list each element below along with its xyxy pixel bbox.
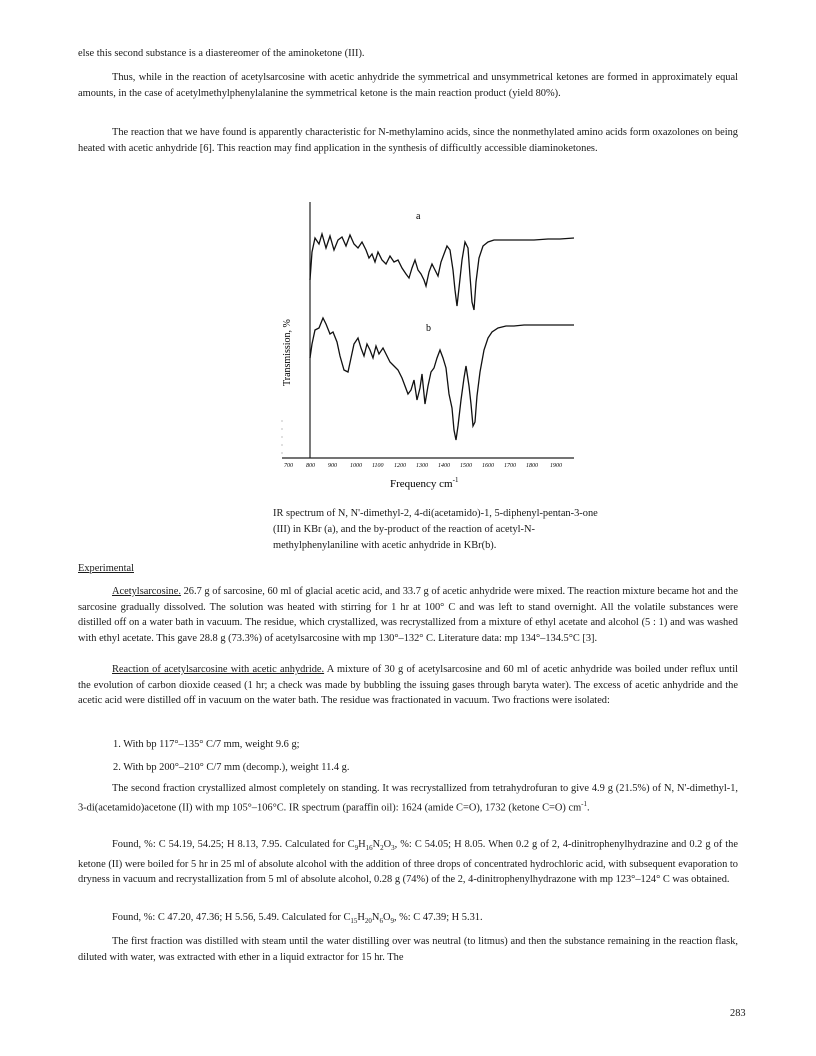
- paragraph-reaction: [78, 662, 738, 709]
- ir-spectrum-figure: [262, 190, 592, 495]
- fraction-item-2: 2. With bp 200°–210° C/7 mm (decomp.), weight 11.4 g.: [113, 762, 350, 773]
- paragraph-continuation: else this second substance is a diastereomer of the aminoketone (III).: [78, 48, 365, 59]
- section-title-experimental: Experimental: [78, 563, 134, 574]
- y-axis-label: Transmission, %: [282, 319, 293, 386]
- x-axis-label-text: Frequency cm: [390, 478, 453, 490]
- x-tick-label: 900: [328, 463, 337, 469]
- paragraph-second-fraction-text: The second fraction crystallized almost completely on standing. It was recrystallized from tetrahydrofuran to give 4.9 g (21.5%) of N, N'-dimethyl-1, 3-di(acetamido)acetone (II) with mp 105°–106°C. IR spectrum (paraffin oil): 1624 (amide C=O), 1732 (ketone C=O) cm: [78, 783, 738, 813]
- x-tick-label: 1700: [504, 463, 516, 469]
- fraction-item-1: 1. With bp 117°–135° C/7 mm, weight 9.6 g;: [113, 739, 300, 750]
- x-tick-label: 1100: [372, 463, 384, 469]
- curve-b-label: b: [426, 323, 431, 334]
- paragraph-first-fraction: The first fraction was distilled with steam until the water distilling over was neutral (to litmus) and then the substance remaining in the reaction flask, diluted with water, was extracted with ether in a liquid extractor for 15 hr. The: [78, 936, 738, 963]
- x-tick-label: 1800: [526, 463, 538, 469]
- ir-spectrum-plot: [262, 190, 592, 495]
- paragraph-ketones: Thus, while in the reaction of acetylsarcosine with acetic anhydride the symmetrical and unsymmetrical ketones are formed in approximately equal amounts, in the case of acetylmethylphenylalanine the symmetrical ketone is the main reaction product (yield 80%).: [78, 72, 738, 99]
- figure-caption: IR spectrum of N, N'-dimethyl-2, 4-di(acetamido)-1, 5-diphenyl-pentan-3-one (III) in KBr (a), and the by-product of the reaction of acetyl-N-methylphenylaniline with acetic anhydride in KBr(b).: [273, 508, 598, 551]
- x-tick-label: 700: [284, 463, 293, 469]
- paragraph-acetylsarcosine-heading: Acetylsarcosine.: [112, 586, 181, 597]
- paragraph-second-fraction-end: .: [587, 801, 590, 813]
- x-tick-label: 1900: [550, 463, 562, 469]
- x-axis-label-sup: -1: [452, 476, 459, 484]
- curve-a-label: a: [416, 211, 421, 222]
- paragraph-reaction-heading: Reaction of acetylsarcosine with acetic anhydride.: [112, 664, 325, 675]
- paragraph-acetylsarcosine: [78, 584, 738, 646]
- paragraph-analysis-1: Found, %: C 54.19, 54.25; H 8.13, 7.95. Calculated for $C_9H_{16}N_2O_3$, %: C 54.05; H 8.05. When 0.2 g of 2, 4-dinitrophenylhydrazine and 0.2 g of the ketone (II) were boiled for 5 hr in 25 ml of absolute alcohol with the addition of three drops of concentrated hydrochloric acid, with subsequent evaporation to dryness in vacuum and recrystallization from 5 ml of absolute alcohol, 0.28 g (74%) of the 2, 4-dinitrophenylhydrazone with mp 123°–124° C was obtained.: [78, 839, 738, 886]
- spectrum-curve-a: [310, 234, 574, 310]
- spectrum-curve-b: [310, 318, 574, 440]
- paragraph-reaction-characteristic: The reaction that we have found is apparently characteristic for N-methylamino acids, since the nonmethylated amino acids form oxazolones on being heated with acetic anhydride [6]. This reaction may find application in the synthesis of difficultly accessible diaminoketones.: [78, 127, 738, 154]
- x-tick-label: 1600: [482, 463, 494, 469]
- wavenumber-unit-sup: -1: [581, 799, 587, 808]
- x-tick-label: 1200: [394, 463, 406, 469]
- x-tick-label: 1300: [416, 463, 428, 469]
- x-tick-label: 800: [306, 463, 315, 469]
- x-tick-label: 1400: [438, 463, 450, 469]
- x-axis-label: [390, 476, 459, 490]
- x-tick-labels: [284, 462, 562, 469]
- paragraph-analysis-2: Found, %: C 47.20, 47.36; H 5.56, 5.49. Calculated for $C_{15}H_{20}N_6O_9$, %: C 47.39; H 5.31.: [112, 912, 483, 926]
- paragraph-acetylsarcosine-body: 26.7 g of sarcosine, 60 ml of glacial acetic acid, and 33.7 g of acetic anhydride were mixed. The reaction mixture became hot and the sarcosine gradually dissolved. The solution was heated with stirring for 1 hr at 100° C and was left to stand overnight. All the volatile substances were distilled off on a water bath in vacuum. The residue, which crystallized, was recrystallized from a mixture of ethyl acetate and alcohol (5 : 1) and was washed with ethyl acetate. This gave 28.8 g (73.3%) of acetylsarcosine with mp 130°–132° C. Literature data: mp 134°–134.5°C [3].: [78, 586, 738, 644]
- x-tick-label: 1500: [460, 463, 472, 469]
- page-number: 283: [730, 1008, 746, 1019]
- x-tick-label: 1000: [350, 463, 362, 469]
- paragraph-second-fraction: [78, 781, 738, 815]
- paragraph-reaction-body: A mixture of 30 g of acetylsarcosine and 60 ml of acetic anhydride was boiled under reflux until the evolution of carbon dioxide ceased (1 hr; a check was made by bubbling the issuing gases through baryta water). The excess of acetic anhydride and the acetic acid were distilled off in vacuum on the water bath. The residue was fractionated in vacuum. Two fractions were isolated:: [78, 664, 738, 706]
